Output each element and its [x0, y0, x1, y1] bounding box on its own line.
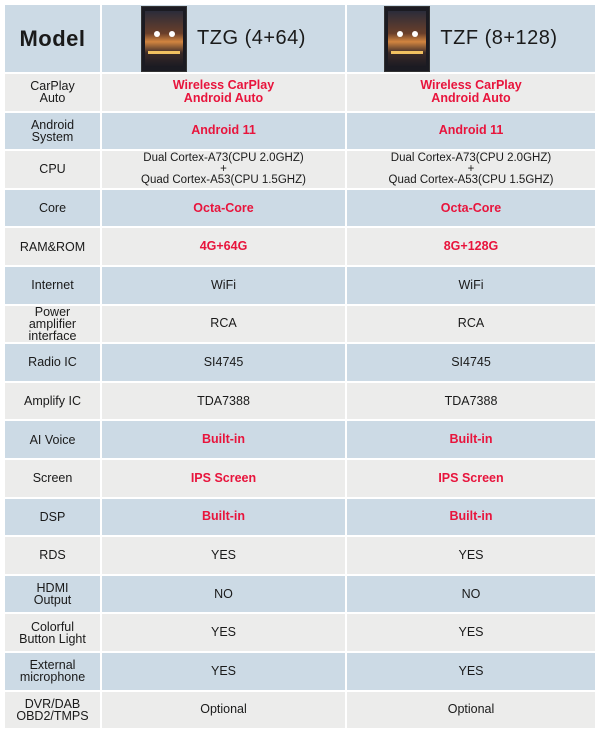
head-unit-image: [141, 6, 187, 72]
spec-value-line: IPS Screen: [190, 470, 257, 485]
spec-label-line: CarPlay: [30, 79, 75, 94]
table-row: [5, 74, 595, 113]
table-row: [5, 344, 595, 383]
spec-value-line: TDA7388: [444, 393, 498, 408]
spec-label-line: Core: [38, 201, 67, 216]
spec-value-line: Built-in: [449, 509, 493, 524]
spec-label-line: Output: [33, 593, 72, 608]
spec-label-line: AI Voice: [29, 432, 76, 447]
spec-label-cell: [5, 383, 102, 422]
spec-value-tzg: [102, 306, 347, 345]
spec-label-line: Radio IC: [28, 355, 77, 370]
model-header-cell: [5, 5, 102, 74]
spec-value-line: Octa-Core: [193, 200, 254, 215]
product-header-tzg: [102, 5, 347, 74]
spec-value-tzf: [347, 190, 595, 229]
spec-label-line: Power: [34, 304, 71, 319]
spec-value-line: WiFi: [458, 277, 484, 292]
spec-value-tzg: [102, 653, 347, 692]
spec-value-line: 4G+64G: [199, 239, 248, 254]
table-row: [5, 614, 595, 653]
spec-value-line: RCA: [210, 316, 237, 331]
spec-value-tzf: [347, 499, 595, 538]
spec-label-line: amplifier: [28, 316, 77, 331]
spec-label-line: Colorful: [30, 619, 75, 634]
spec-value-tzf: [347, 267, 595, 306]
spec-label-line: Amplify IC: [24, 394, 81, 409]
spec-label-cell: [5, 306, 102, 345]
table-row: [5, 383, 595, 422]
spec-label-line: interface: [28, 328, 77, 343]
spec-value-tzg: [102, 113, 347, 152]
spec-label-cell: [5, 653, 102, 692]
spec-value-tzg: [102, 576, 347, 615]
model-title: Model: [19, 25, 86, 51]
spec-value-line: NO: [461, 586, 481, 601]
spec-value-tzg: [102, 460, 347, 499]
spec-value-tzg: [102, 344, 347, 383]
spec-value-line: Optional: [200, 702, 247, 717]
spec-value-tzf: [347, 614, 595, 653]
spec-value-line: IPS Screen: [438, 470, 504, 485]
spec-value-line: 8G+128G: [443, 239, 499, 254]
spec-value-line: Octa-Core: [440, 200, 502, 215]
spec-value-tzg: [102, 151, 347, 190]
spec-value-line: Wireless CarPlay: [420, 78, 522, 93]
table-row: [5, 190, 595, 229]
spec-comparison-table: [5, 5, 595, 730]
spec-value-line: Dual Cortex-A73(CPU 2.0GHZ): [143, 151, 304, 164]
spec-label-cell: [5, 228, 102, 267]
table-row: [5, 113, 595, 152]
spec-label-cell: [5, 537, 102, 576]
table-body: [5, 74, 595, 730]
spec-value-line: Android 11: [438, 123, 504, 138]
spec-value-line: Wireless CarPlay: [172, 78, 275, 93]
spec-value-line: TDA7388: [197, 393, 250, 408]
spec-value-tzg: [102, 537, 347, 576]
spec-value-line: SI4745: [451, 354, 491, 369]
spec-label-cell: [5, 267, 102, 306]
spec-value-tzf: [347, 383, 595, 422]
spec-value-tzg: [102, 499, 347, 538]
spec-value-tzf: [347, 74, 595, 113]
spec-label-line: Screen: [32, 471, 73, 486]
spec-value-line: Built-in: [449, 432, 493, 447]
spec-value-line: Built-in: [201, 509, 246, 524]
spec-value-tzg: [102, 421, 347, 460]
spec-label-cell: [5, 614, 102, 653]
product-name: TZF (8+128): [440, 27, 558, 49]
table-row: [5, 576, 595, 615]
spec-value-line: WiFi: [211, 277, 236, 292]
head-unit-image: [384, 6, 430, 72]
spec-value-line: Android Auto: [183, 91, 264, 106]
spec-value-line: Android 11: [191, 123, 256, 138]
spec-value-tzf: [347, 228, 595, 267]
spec-label-line: Button Light: [19, 631, 86, 646]
spec-label-cell: [5, 190, 102, 229]
spec-value-line: +: [220, 162, 227, 175]
spec-value-line: Quad Cortex-A53(CPU 1.5GHZ): [141, 173, 306, 186]
spec-value-tzf: [347, 113, 595, 152]
table-row: [5, 460, 595, 499]
spec-value-tzg: [102, 190, 347, 229]
spec-value-tzf: [347, 151, 595, 190]
table-row: [5, 228, 595, 267]
spec-label-cell: [5, 113, 102, 152]
spec-value-tzf: [347, 537, 595, 576]
table-row: [5, 151, 595, 190]
spec-label-line: External: [29, 658, 76, 673]
spec-label-line: RDS: [39, 548, 66, 563]
spec-label-line: Internet: [31, 278, 74, 293]
table-row: [5, 267, 595, 306]
spec-value-tzf: [347, 421, 595, 460]
spec-value-tzg: [102, 267, 347, 306]
table-row: [5, 306, 595, 345]
spec-value-tzf: [347, 692, 595, 731]
spec-label-cell: [5, 421, 102, 460]
spec-value-line: NO: [214, 586, 233, 601]
spec-label-line: DVR/DAB: [24, 696, 81, 711]
spec-label-cell: [5, 692, 102, 731]
spec-label-line: HDMI: [36, 581, 69, 596]
spec-label-cell: [5, 74, 102, 113]
spec-label-cell: [5, 344, 102, 383]
spec-label-line: RAM&ROM: [19, 239, 86, 254]
spec-label-line: DSP: [39, 509, 66, 524]
spec-label-line: System: [31, 129, 74, 144]
spec-value-line: YES: [458, 547, 484, 562]
spec-value-tzg: [102, 228, 347, 267]
spec-label-line: Android: [30, 117, 75, 132]
spec-value-tzg: [102, 383, 347, 422]
spec-value-line: YES: [458, 625, 484, 640]
spec-label-cell: [5, 460, 102, 499]
table-header-row: [5, 5, 595, 74]
spec-value-line: SI4745: [203, 354, 244, 369]
table-row: [5, 653, 595, 692]
spec-value-tzg: [102, 74, 347, 113]
spec-value-tzf: [347, 306, 595, 345]
spec-value-line: YES: [210, 547, 236, 562]
table-row: [5, 692, 595, 731]
spec-value-line: YES: [458, 663, 484, 678]
table-row: [5, 499, 595, 538]
spec-label-cell: [5, 499, 102, 538]
spec-value-tzg: [102, 614, 347, 653]
spec-value-line: YES: [210, 625, 236, 640]
spec-value-tzf: [347, 460, 595, 499]
spec-value-line: YES: [210, 663, 236, 678]
spec-label-line: OBD2/TMPS: [16, 708, 89, 723]
spec-label-cell: [5, 151, 102, 190]
spec-value-line: Android Auto: [431, 91, 511, 106]
spec-label-line: microphone: [19, 670, 86, 685]
spec-value-line: +: [467, 162, 475, 175]
product-name: TZG (4+64): [197, 27, 306, 49]
spec-label-line: CPU: [39, 162, 66, 177]
spec-value-tzf: [347, 576, 595, 615]
spec-value-line: Quad Cortex-A53(CPU 1.5GHZ): [388, 173, 554, 186]
table-row: [5, 421, 595, 460]
product-header-tzf: [347, 5, 595, 74]
spec-value-line: Dual Cortex-A73(CPU 2.0GHZ): [390, 151, 552, 164]
spec-value-line: RCA: [457, 316, 485, 331]
spec-label-cell: [5, 576, 102, 615]
spec-value-line: Optional: [447, 702, 495, 717]
spec-value-line: Built-in: [201, 432, 246, 447]
table-row: [5, 537, 595, 576]
spec-label-line: Auto: [39, 91, 66, 106]
spec-value-tzg: [102, 692, 347, 731]
spec-value-tzf: [347, 653, 595, 692]
spec-value-tzf: [347, 344, 595, 383]
